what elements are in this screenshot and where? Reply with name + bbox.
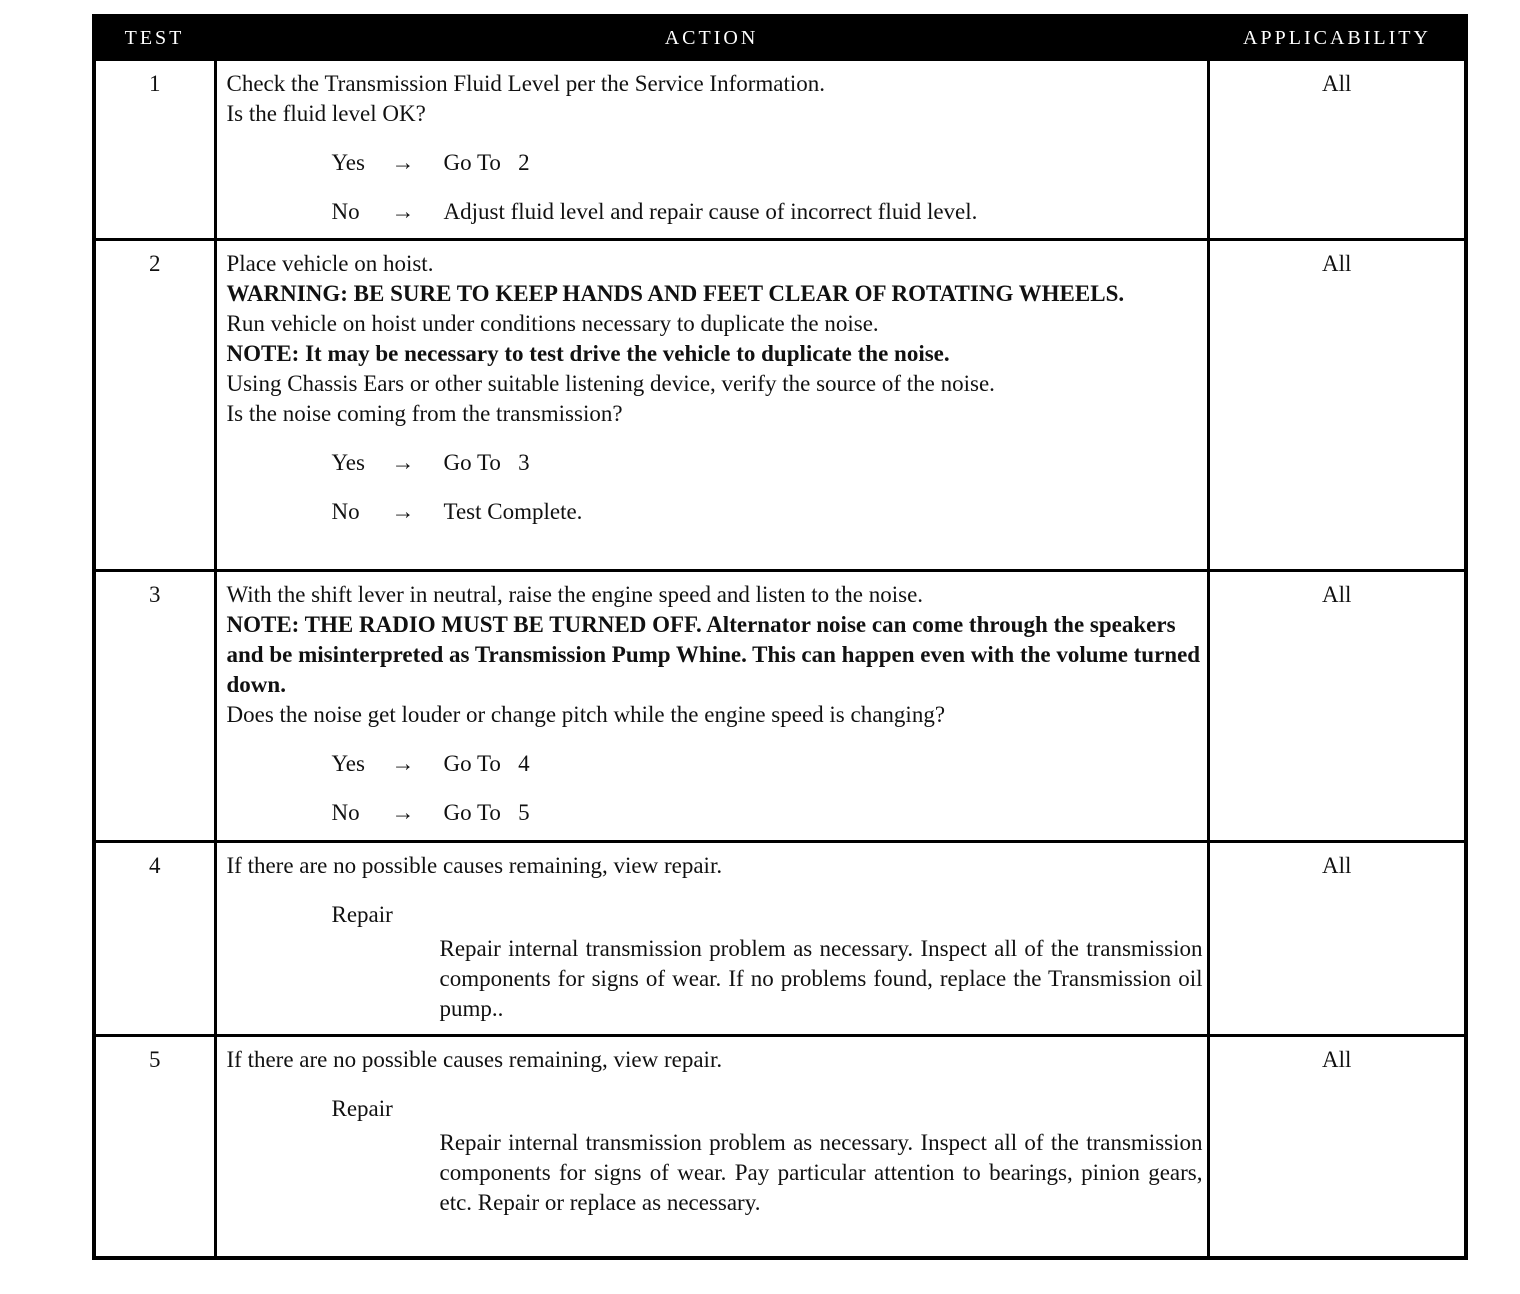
action-line: With the shift lever in neutral, raise the engine speed and listen to the noise. [226, 582, 924, 607]
yes-result [332, 148, 1203, 178]
arrow-right-icon: → [391, 499, 415, 524]
header-action: ACTION [215, 16, 1208, 60]
arrow-right-icon: → [391, 199, 415, 224]
action-question: Is the fluid level OK? [226, 101, 426, 126]
yes-outcome: Go To 3 [443, 450, 530, 475]
applicability-cell: All [1208, 842, 1466, 1036]
diagnostic-table [92, 14, 1468, 1260]
test-number: 5 [94, 1036, 215, 1258]
yes-label: Yes [331, 450, 365, 475]
yes-label: Yes [331, 751, 365, 776]
no-label: No [331, 800, 360, 825]
note-text: NOTE: THE RADIO MUST BE TURNED OFF. Alternator noise can come through the speakers and be misinterpreted as Transmission Pump Whine. This can happen even with the volume turned down. [226, 612, 1201, 697]
applicability-cell: All [1208, 60, 1466, 240]
table-row [94, 1036, 1466, 1258]
table-row [94, 571, 1466, 842]
arrow-right-icon: → [391, 150, 415, 175]
repair-text: Repair internal transmission problem as necessary. Inspect all of the transmission components for signs of wear. If no problems found, replace the Transmission oil pump.. [439, 936, 1203, 1021]
action-line: Place vehicle on hoist. [226, 251, 434, 276]
no-result [332, 798, 1203, 828]
action-line: Using Chassis Ears or other suitable listening device, verify the source of the noise. [226, 371, 995, 396]
table-row [94, 240, 1466, 571]
no-outcome: Test Complete. [443, 499, 583, 524]
header-row [94, 16, 1466, 60]
yes-label: Yes [331, 150, 365, 175]
action-line: If there are no possible causes remaining, view repair. [226, 1047, 723, 1072]
no-label: No [331, 199, 360, 224]
note-text: NOTE: It may be necessary to test drive the vehicle to duplicate the noise. [226, 341, 950, 366]
applicability-cell: All [1208, 240, 1466, 571]
no-outcome: Adjust fluid level and repair cause of incorrect fluid level. [443, 199, 978, 224]
header-test: TEST [94, 16, 215, 60]
action-cell [215, 240, 1208, 571]
arrow-right-icon: → [391, 751, 415, 776]
yes-outcome: Go To 2 [443, 150, 530, 175]
no-label: No [331, 499, 360, 524]
action-line: Run vehicle on hoist under conditions necessary to duplicate the noise. [226, 311, 879, 336]
action-line: If there are no possible causes remaining, view repair. [226, 853, 723, 878]
action-line: Check the Transmission Fluid Level per the Service Information. [226, 71, 826, 96]
action-cell [215, 842, 1208, 1036]
test-number: 1 [94, 60, 215, 240]
test-number: 2 [94, 240, 215, 571]
action-cell [215, 60, 1208, 240]
header-applicability: APPLICABILITY [1208, 16, 1466, 60]
arrow-right-icon: → [391, 450, 415, 475]
repair-label: Repair [331, 902, 393, 927]
repair-text: Repair internal transmission problem as necessary. Inspect all of the transmission components for signs of wear. Pay particular attention to bearings, pinion gears, etc. Repair or replace as necessary. [439, 1130, 1203, 1215]
no-outcome: Go To 5 [443, 800, 530, 825]
applicability-cell: All [1208, 571, 1466, 842]
yes-result [332, 749, 1203, 779]
table-row [94, 60, 1466, 240]
action-question: Does the noise get louder or change pitch while the engine speed is changing? [226, 702, 946, 727]
action-question: Is the noise coming from the transmission? [226, 401, 623, 426]
arrow-right-icon: → [391, 800, 415, 825]
action-cell [215, 1036, 1208, 1258]
action-cell [215, 571, 1208, 842]
yes-result [332, 448, 1203, 478]
applicability-cell: All [1208, 1036, 1466, 1258]
repair-label: Repair [331, 1096, 393, 1121]
no-result [332, 497, 1203, 527]
test-number: 4 [94, 842, 215, 1036]
yes-outcome: Go To 4 [443, 751, 530, 776]
no-result [332, 197, 1203, 227]
warning-text: WARNING: BE SURE TO KEEP HANDS AND FEET CLEAR OF ROTATING WHEELS. [226, 281, 1125, 306]
test-number: 3 [94, 571, 215, 842]
table-row [94, 842, 1466, 1036]
